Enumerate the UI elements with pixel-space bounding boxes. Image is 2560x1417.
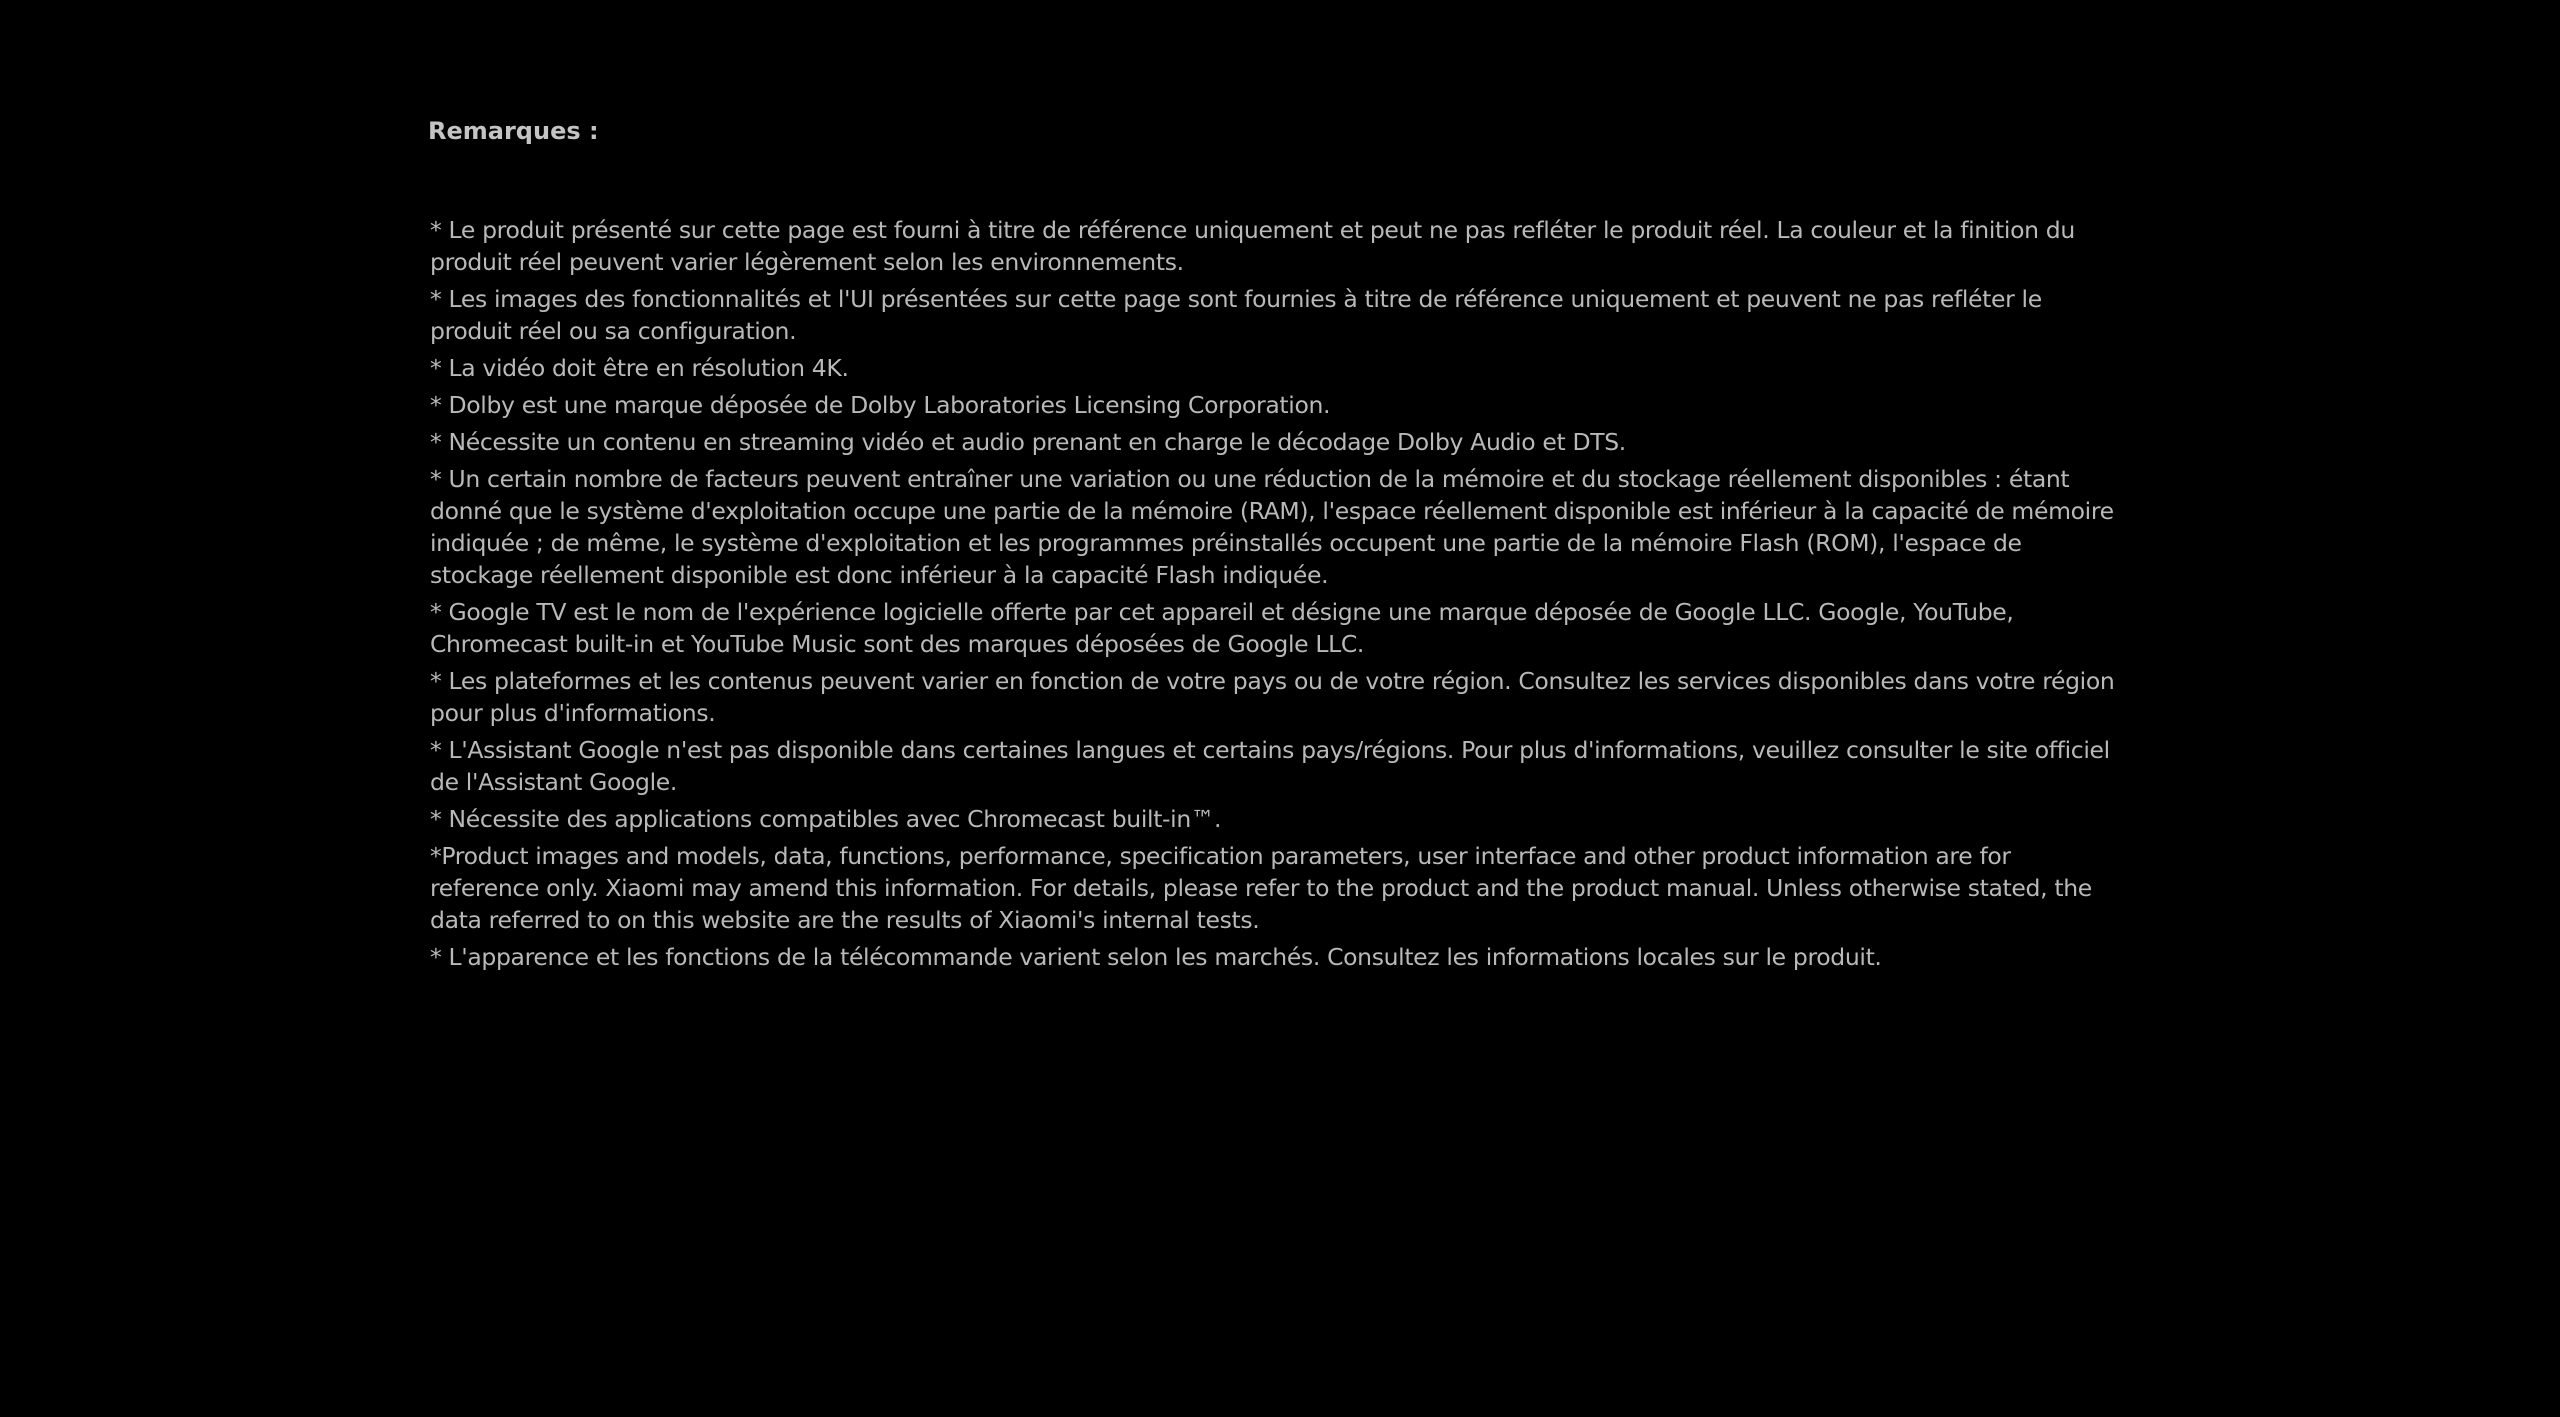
remark-item: * L'apparence et les fonctions de la télécommande varient selon les marchés. Consultez les informations locales sur le produit. <box>430 943 1882 971</box>
remarks-list <box>428 214 2116 973</box>
remarks-title: Remarques : <box>428 117 599 145</box>
remark-item: * Les plateformes et les contenus peuvent varier en fonction de votre pays ou de votre région. Consultez les services disponibles dans votre région pour plus d'informations. <box>430 667 2115 727</box>
remark-item: *Product images and models, data, functions, performance, specification parameters, user interface and other product information are for reference only. Xiaomi may amend this information. For details, please refer to the product and the product manual. Unless otherwise stated, the data referred to on this website are the results of Xiaomi's internal tests. <box>430 842 2092 934</box>
remark-item: * Nécessite des applications compatibles avec Chromecast built-in™. <box>430 805 1222 833</box>
remark-item: * Nécessite un contenu en streaming vidéo et audio prenant en charge le décodage Dolby Audio et DTS. <box>430 428 1626 456</box>
remark-item: * Le produit présenté sur cette page est fourni à titre de référence uniquement et peut ne pas refléter le produit réel. La couleur et la finition du produit réel peuvent varier légèrement selon les environnements. <box>430 216 2075 276</box>
remark-item: * Les images des fonctionnalités et l'UI présentées sur cette page sont fournies à titre de référence uniquement et peuvent ne pas refléter le produit réel ou sa configuration. <box>430 285 2042 345</box>
remark-item: * La vidéo doit être en résolution 4K. <box>430 354 849 382</box>
remark-item: * L'Assistant Google n'est pas disponible dans certaines langues et certains pays/régions. Pour plus d'informations, veuillez consulter le site officiel de l'Assistant Google. <box>430 736 2110 796</box>
remark-item: * Dolby est une marque déposée de Dolby Laboratories Licensing Corporation. <box>430 391 1331 419</box>
remark-item: * Google TV est le nom de l'expérience logicielle offerte par cet appareil et désigne une marque déposée de Google LLC. Google, YouTube, Chromecast built-in et YouTube Music sont des marques déposées de Google LLC. <box>430 598 2014 658</box>
remark-item: * Un certain nombre de facteurs peuvent entraîner une variation ou une réduction de la mémoire et du stockage réellement disponibles : étant donné que le système d'exploitation occupe une partie de la mémoire (RAM), l'espace réellement disponible est inférieur à la capacité de mémoire indiquée ; de même, le système d'exploitation et les programmes préinstallés occupent une partie de la mémoire Flash (ROM), l'espace de stockage réellement disponible est donc inférieur à la capacité Flash indiquée. <box>430 465 2114 589</box>
remarks-section <box>428 112 2116 978</box>
